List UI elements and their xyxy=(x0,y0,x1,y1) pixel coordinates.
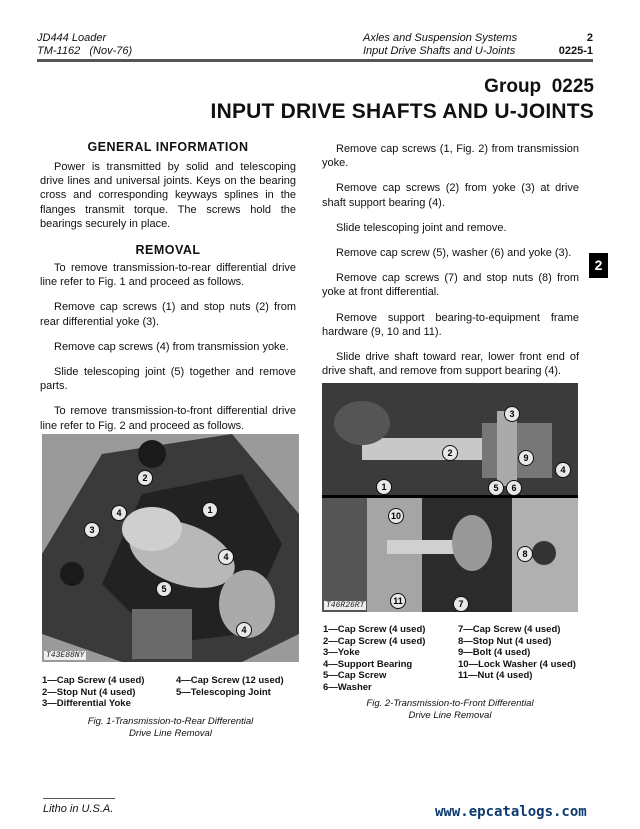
header-page-number: 0225-1 xyxy=(558,45,593,57)
figure2-photo xyxy=(322,383,578,612)
procedure-paragraph: Remove cap screws (2) from yoke (3) at drive shaft support bearing (4). xyxy=(322,182,579,209)
legend-item: 3—Differential Yoke xyxy=(42,698,131,709)
figure2-callout: 7 xyxy=(453,596,469,612)
caption-line: Drive Line Removal xyxy=(129,728,212,739)
figure2-callout: 9 xyxy=(518,450,534,466)
left-column xyxy=(40,140,296,433)
figure2-callout: 4 xyxy=(555,462,571,478)
figure2-callout: 10 xyxy=(388,508,404,524)
legend-item: 4—Support Bearing xyxy=(323,658,413,670)
section-thumb-tab: 2 xyxy=(589,253,608,278)
procedure-paragraph: Slide drive shaft toward rear, lower front end of drive shaft, and remove from support bearing (4). xyxy=(322,351,579,378)
figure1-callout: 4 xyxy=(236,622,252,638)
header-section-title: Axles and Suspension Systems xyxy=(363,32,518,44)
figure2-callout: 11 xyxy=(390,593,406,609)
legend-item: 9—Bolt (4 used) xyxy=(458,647,531,658)
general-information-text: Power is transmitted by solid and telescoping drive lines and universal joints. Keys on the bearing cross and corresponding keyways splines in the flanges transmit torque. The screws hold the bearings securely in place. xyxy=(40,161,296,230)
header-manual-code: TM-1162 (Nov-76) xyxy=(37,45,133,57)
general-information-heading: GENERAL INFORMATION xyxy=(87,140,249,154)
legend-item: 10—Lock Washer (4 used) xyxy=(458,658,576,670)
procedure-paragraph: Remove cap screws (7) and stop nuts (8) from yoke at front differential. xyxy=(322,272,579,299)
figure1-callout: 4 xyxy=(218,549,234,565)
footer-rule xyxy=(43,798,115,799)
page-title: INPUT DRIVE SHAFTS AND U-JOINTS xyxy=(210,100,594,123)
procedure-paragraph: Slide telescoping joint and remove. xyxy=(336,221,507,234)
figure1-legend-col1 xyxy=(42,675,144,710)
removal-paragraph: Remove cap screws (4) from transmission yoke. xyxy=(54,340,289,353)
legend-item: 2—Stop Nut (4 used) xyxy=(42,686,136,698)
header-rule xyxy=(37,59,593,62)
figure2-callout: 6 xyxy=(506,480,522,496)
caption-line: Fig. 2-Transmission-to-Front Differential xyxy=(366,698,534,709)
procedure-paragraph: Remove support bearing-to-equipment frame hardware (9, 10 and 11). xyxy=(322,311,579,338)
legend-item: 8—Stop Nut (4 used) xyxy=(458,635,552,647)
figure1-photo xyxy=(42,434,299,662)
figure1-caption xyxy=(42,716,299,740)
figure1-photo-id: T43E88NY xyxy=(46,651,85,660)
legend-item: 5—Cap Screw xyxy=(323,670,387,681)
header-section-number: 2 xyxy=(586,32,593,44)
removal-paragraph: Slide telescoping joint (5) together and remove parts. xyxy=(40,366,296,393)
caption-line: Fig. 1-Transmission-to-Rear Differential xyxy=(87,716,254,727)
figure1-callout: 3 xyxy=(84,522,100,538)
legend-item: 1—Cap Screw (4 used) xyxy=(323,624,426,635)
removal-heading: REMOVAL xyxy=(135,243,201,258)
figure2-callout: 3 xyxy=(504,406,520,422)
legend-item: 1—Cap Screw (4 used) xyxy=(42,675,145,686)
figure1-callout: 2 xyxy=(137,470,153,486)
legend-item: 7—Cap Screw (4 used) xyxy=(458,624,561,635)
removal-paragraph: Remove cap screws (1) and stop nuts (2) from rear differential yoke (3). xyxy=(40,301,296,328)
removal-paragraph: To remove transmission-to-rear differential drive line refer to Fig. 1 and proceed as follows. xyxy=(40,262,296,289)
figure1-photo-illustration xyxy=(42,434,299,662)
legend-item: 4—Cap Screw (12 used) xyxy=(176,675,284,686)
legend-item: 2—Cap Screw (4 used) xyxy=(323,635,426,647)
figure1-callout: 1 xyxy=(202,502,218,518)
figure2-photo-illustration xyxy=(322,383,578,612)
watermark-link[interactable]: www.epcatalogs.com xyxy=(435,804,587,820)
footer-litho: Litho in U.S.A. xyxy=(43,803,114,815)
right-column xyxy=(322,142,579,378)
group-number: Group 0225 xyxy=(484,76,594,97)
figure2-callout: 5 xyxy=(488,480,504,496)
header-model: JD444 Loader xyxy=(37,32,107,44)
figure1-legend-col2 xyxy=(176,675,284,698)
header-group-title: Input Drive Shafts and U-Joints xyxy=(363,45,516,57)
figure2-caption xyxy=(322,698,578,722)
figure1-callout: 5 xyxy=(156,581,172,597)
figure2-photo-id: T46R26RT xyxy=(326,601,365,610)
removal-paragraph: To remove transmission-to-front differential drive line refer to Fig. 2 and proceed as follows. xyxy=(40,405,296,432)
figure2-legend-col1 xyxy=(323,624,425,693)
figure2-legend-col2 xyxy=(458,624,576,682)
figure2-callout: 2 xyxy=(442,445,458,461)
legend-item: 5—Telescoping Joint xyxy=(176,686,271,698)
legend-item: 6—Washer xyxy=(323,681,372,693)
procedure-paragraph: Remove cap screws (1, Fig. 2) from transmission yoke. xyxy=(322,143,579,170)
figure1-callout: 4 xyxy=(111,505,127,521)
figure2-callout: 8 xyxy=(517,546,533,562)
legend-item: 3—Yoke xyxy=(323,647,360,658)
caption-line: Drive Line Removal xyxy=(408,710,492,721)
figure2-callout: 1 xyxy=(376,479,392,495)
legend-item: 11—Nut (4 used) xyxy=(458,670,533,681)
procedure-paragraph: Remove cap screw (5), washer (6) and yoke (3). xyxy=(336,247,572,260)
